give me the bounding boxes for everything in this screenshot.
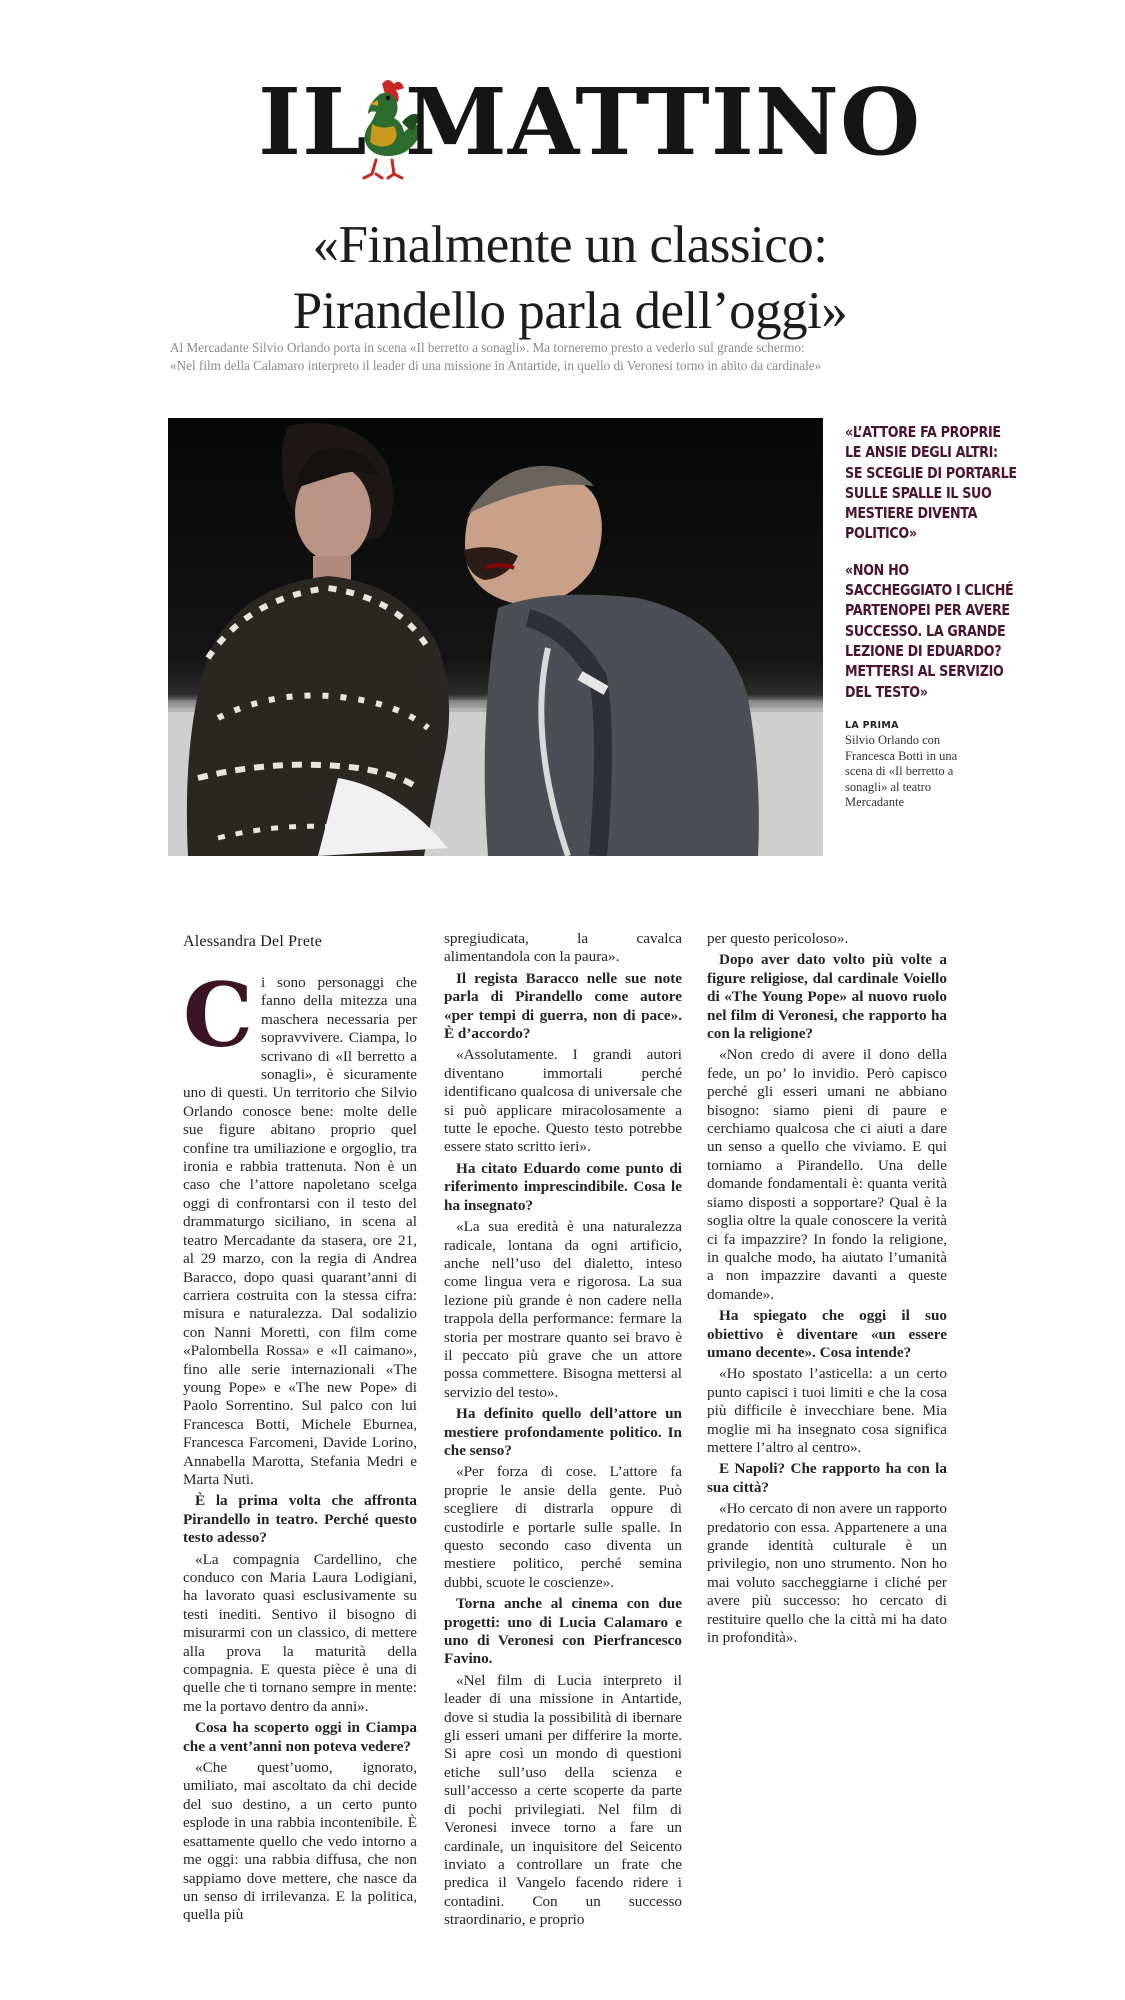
subtitle <box>170 339 970 375</box>
byline: Alessandra Del Prete <box>183 933 323 950</box>
actress-figure <box>187 423 449 856</box>
article-paragraph: «Per forza di cose. L’attore fa proprie le ansie della gente. Può scegliere di distrarla oppure di custodirle e portarle sulle spalle. In questo secondo caso diventa un mestiere politico, perché semina dubbi, scuote le coscienze». <box>444 1463 682 1591</box>
article-paragraph: «Ho cercato di non avere un rapporto predatorio con essa. Appartenere a una grande identità culturale è un privilegio, non uno strumento. Non ho mai voluto saccheggiarne i cliché per avere più successo: ho cercato di restituire quello che la città mi ha dato in profondità». <box>707 1500 947 1647</box>
headline-line-2: Pirandello parla dell’oggi» <box>292 282 848 340</box>
interview-question: Il regista Baracco nelle sue note parla di Pirandello come autore «per tempi di guerra, non di pace». È d’accordo? <box>444 969 682 1043</box>
article-paragraph: «Non credo di avere il dono della fede, un po’ lo invidio. Però capisco perché gli esseri umani ne abbiano bisogno: siamo pieni di paure e cerchiamo qualcosa che ci aiuti a dare un senso a quello che viviamo. E qui torniamo a Pirandello. Una delle domande fondamentali è: quanta verità siamo disposti a sopportare? Qual è la soglia oltre la quale conoscere la verità ci fa impazzire? In fondo la religione, in qualche modo, ha aiutato l’umanità a non impazzire davanti a queste domande». <box>707 1046 947 1303</box>
interview-question: E Napoli? Che rapporto ha con la sua città? <box>707 1460 947 1496</box>
pull-quotes <box>845 422 1017 718</box>
masthead-left: IL <box>258 68 368 176</box>
article-column-1 <box>183 932 417 1928</box>
interview-question: È la prima volta che affronta Pirandello in teatro. Perché questo testo adesso? <box>183 1492 417 1547</box>
interview-question: Ha spiegato che oggi il suo obiettivo è diventare «un essere umano decente». Cosa intende? <box>707 1307 947 1361</box>
caption-text: Silvio Orlando con Francesca Botti in una scena di «Il berretto a sonagli» al teatro Mercadante <box>845 733 958 810</box>
caption-label: LA PRIMA <box>845 720 899 731</box>
article-paragraph: «Che quest’uomo, ignorato, umiliato, mai ascoltato da chi decide del suo destino, a un certo punto esplode in una rabbia incontenibile. È esattamente quello che vedo intorno a me oggi: una rabbia diffusa, che non sappiamo dove mettere, che nasce da un senso di irrilevanza. E la politica, quella più <box>183 1759 417 1924</box>
column-2-body <box>444 930 682 1930</box>
article-paragraph: «Assolutamente. I grandi autori diventano immortali perché identificano qualcosa di universale che si può applicare miracolosamente a tutte le epoche. Questo testo potrebbe essere stato scritto ieri». <box>444 1046 682 1156</box>
masthead <box>230 62 922 182</box>
subtitle-line-2: «Nel film della Calamaro interpreto il leader di una missione in Antartide, in quello di Veronesi torno in abito da cardinale» <box>170 358 822 373</box>
interview-question: Dopo aver dato volto più volte a figure religiose, dal cardinale Voiello di «The Young Pope» al nuovo ruolo nel film di Veronesi, che rapporto ha con la religione? <box>707 951 947 1043</box>
masthead-right: MATTINO <box>405 68 922 176</box>
article-paragraph: «Nel film di Lucia interpreto il leader di una missione in Antartide, dove si studia la possibilità di ibernare gli esseri umani per differire la morte. Si apre così un mondo di questioni etiche sull’uso della scienza e sull’accesso a certe scoperte da parte di pochi privilegiati. Nel film di Veronesi invece torno a fare un cardinale, un inquisitore del Seicento inviato a controllare un frate che predica il Vangelo facendo ridere i contadini. Con un successo straordinario, e proprio <box>444 1671 682 1929</box>
stage-scene-illustration <box>168 418 823 856</box>
article-paragraph: «La compagnia Cardellino, che conduco con Maria Laura Lodigiani, ha lavorato quasi esclusivamente su testi inediti. Sentivo il bisogno di misurarmi con un classico, di mettere alla prova la maturità della compagnia. E questa pièce è una di quelle che ti tornano sempre in mente: me la portavo dentro da anni». <box>183 1550 417 1715</box>
article-column-3 <box>707 930 947 1650</box>
column-1-body <box>183 963 417 1925</box>
interview-question: Ha citato Eduardo come punto di riferimento imprescindibile. Cosa le ha insegnato? <box>444 1159 682 1214</box>
article-paragraph: «La sua eredità è una naturalezza radicale, lontana da ogni artificio, anche nell’uso del dialetto, inteso come lingua vera e rigorosa. La sua lezione più grande è non cadere nella trappola della performance: fermare la storia per mostrare quanto sei bravo è il peccato più grave che un attore possa commettere. Bisogna mettersi al servizio del testo». <box>444 1218 682 1401</box>
subtitle-line-1: Al Mercadante Silvio Orlando porta in scena «Il berretto a sonagli». Ma torneremo presto a vederlo sul grande schermo: <box>170 340 805 355</box>
article-paragraph: per questo pericoloso». <box>707 930 849 947</box>
photo-caption <box>845 718 975 810</box>
article-paragraph: «Ho spostato l’asticella: a un certo punto capisci i tuoi limiti e che la cosa più difficile è invecchiare bene. Mia moglie mi ha insegnato cosa significa mettere l’altro al centro». <box>707 1365 947 1456</box>
article-column-2 <box>444 930 682 1933</box>
column-3-body <box>707 930 947 1647</box>
headline <box>140 212 1000 344</box>
headline-line-1: «Finalmente un classico: <box>312 216 828 274</box>
interview-question: Cosa ha scoperto oggi in Ciampa che a vent’anni non poteva vedere? <box>183 1719 417 1755</box>
actor-figure <box>464 466 759 856</box>
article-photo <box>168 418 823 856</box>
dropcap: C <box>183 963 254 1067</box>
pull-quote-2: «NON HO SACCHEGGIATO I CLICHÉ PARTENOPEI PER AVERE SUCCESSO. LA GRANDE LEZIONE DI EDUARDO? METTERSI AL SERVIZIO DEL TESTO» <box>845 560 1014 701</box>
pull-quote-1: «L’ATTORE FA PROPRIE LE ANSIE DEGLI ALTRI: SE SCEGLIE DI PORTARLE SULLE SPALLE IL SUO MESTIERE DIVENTA POLITICO» <box>845 423 1017 543</box>
article-paragraph: i sono personaggi che fanno della mitezza una maschera necessaria per sopravvivere. Ciampa, lo scrivano di «Il berretto a sonagli», è sicuramente uno di questi. Un territorio che Silvio Orlando conosce bene: molte delle sue figure abitano proprio quel confine tra umiliazione e orgoglio, tra ironia e rabbia trattenuta. Non è un caso che l’attore napoletano scelga oggi di confrontarsi con il testo del drammaturgo siciliano, in scena al teatro Mercadante da stasera, ore 21, al 29 marzo, con la regia di Andrea Baracco, dopo quasi quarant’anni di carriera costruita con la stessa cifra: misura e naturalezza. Dal sodalizio con Nanni Moretti, con film come «Palombella Rossa» e «Il caimano», fino alle serie internazionali «The young Pope» e «The new Pope» di Paolo Sorrentino. Sul palco con lui Francesca Botti, Michele Eburnea, Francesca Farcomeni, Davide Lorino, Annabella Marotta, Stefania Medri e Marta Nuti. <box>183 974 417 1488</box>
article-paragraph: spregiudicata, la cavalca alimentandola con la paura». <box>444 930 682 966</box>
interview-question: Ha definito quello dell’attore un mestiere profondamente politico. In che senso? <box>444 1405 682 1459</box>
interview-question: Torna anche al cinema con due progetti: uno di Lucia Calamaro e uno di Veronesi con Pierfrancesco Favino. <box>444 1595 682 1668</box>
